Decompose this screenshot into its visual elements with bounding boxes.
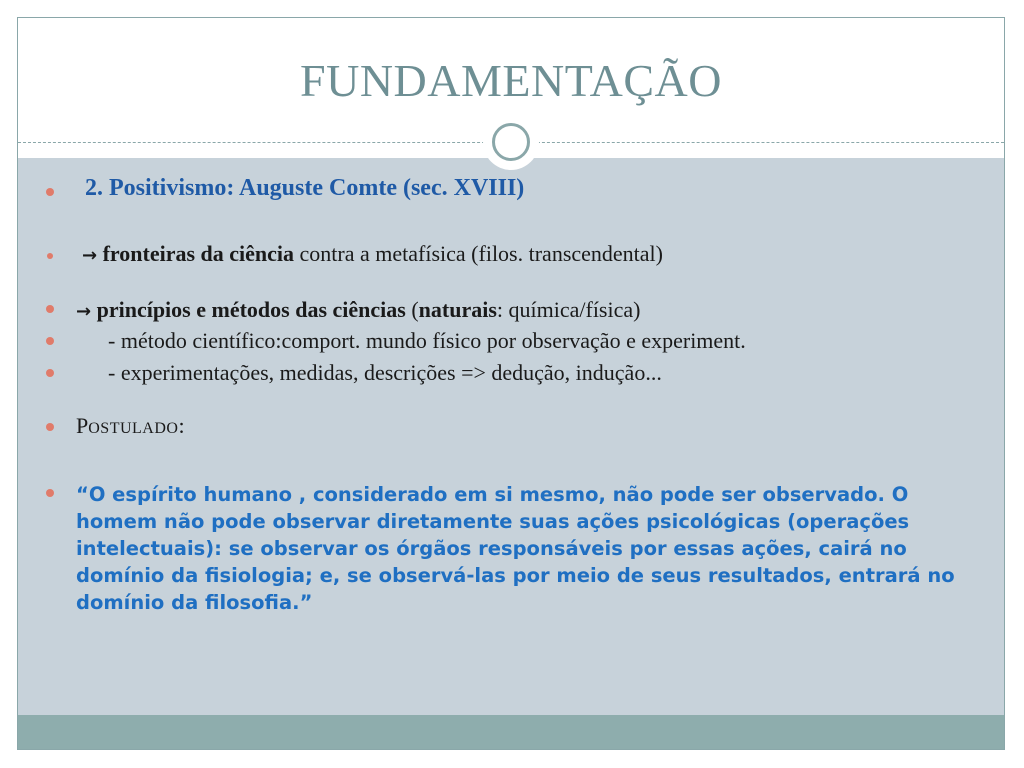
bullet-dot-icon [46, 423, 54, 431]
principles-line [76, 297, 640, 323]
principles-paren: ( [405, 297, 419, 322]
slide-title: FUNDAMENTAÇÃO [300, 55, 722, 106]
bullet-dot-icon [46, 369, 54, 377]
frontier-bold-text: fronteiras da ciência [102, 241, 295, 266]
principles-bold2-text: naturais [418, 297, 497, 322]
principles-bold-text: princípios e métodos das ciências [96, 297, 406, 322]
slide [17, 17, 1005, 750]
bullet-dot-icon [46, 305, 54, 313]
frontier-rest-text: contra a metafísica (filos. transcendental) [294, 241, 663, 266]
content-area [18, 158, 1004, 716]
principles-rest-text: : química/física) [496, 297, 641, 322]
heading-text: 2. Positivismo: Auguste Comte (sec. XVIII) [85, 175, 525, 201]
circle-ornament-icon [492, 123, 530, 161]
frontier-line [82, 241, 663, 267]
postulate-cap: P [76, 413, 89, 438]
method-line: - método científico:comport. mundo físico por observação e experiment. [108, 328, 746, 353]
postulate-colon: : [178, 413, 185, 438]
bullet-dot-icon [46, 489, 54, 497]
footer-band [18, 715, 1004, 749]
arrow-right-icon: → [82, 245, 98, 266]
bullet-dot-icon [46, 188, 54, 196]
postulate-line [76, 413, 185, 439]
heading-line [85, 175, 524, 202]
arrow-right-icon: → [76, 301, 92, 322]
experiments-line: - experimentações, medidas, descrições => dedução, indução... [108, 360, 662, 385]
comte-quote: “O espírito humano , considerado em si mesmo, não pode ser observado. O homem não pode observar diretamente suas ações psicológicas (operações intelectuais): se observar os órgãos responsáveis por essas ações, cairá no domínio da fisiologia; e, se observá-las por meio de seus resultados, entrará no domínio da filosofia.” [76, 483, 955, 614]
bullet-dot-icon [47, 253, 53, 259]
bullet-dot-icon [46, 337, 54, 345]
postulate-small: OSTULADO [88, 420, 179, 437]
